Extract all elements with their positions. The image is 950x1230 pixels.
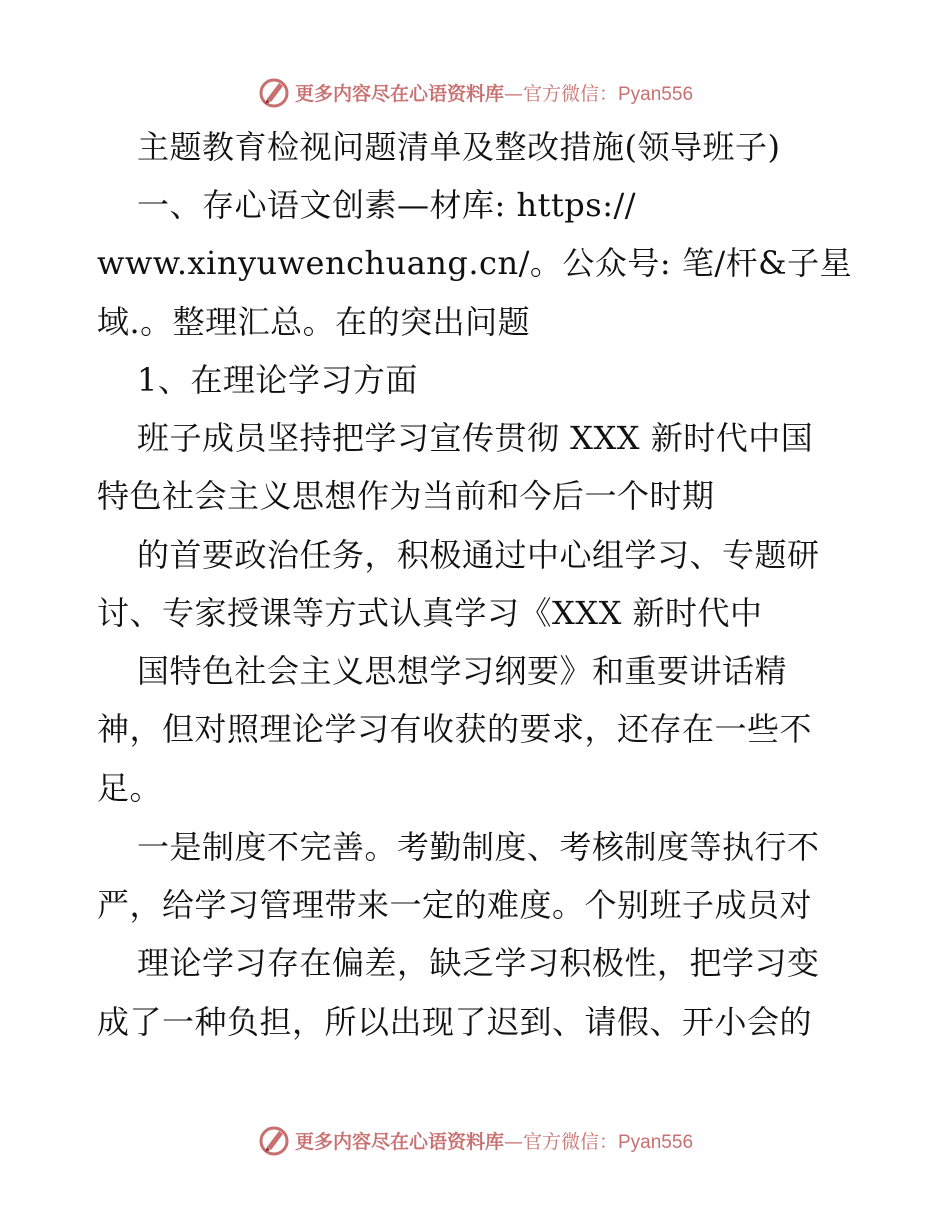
doc-line-6: 特色社会主义思想作为当前和今后一个时期 <box>97 477 715 515</box>
doc-line-8: 讨、专家授课等方式认真学习《XXX 新时代中 <box>97 594 763 632</box>
pen-logo-icon <box>257 75 291 109</box>
doc-line-9: 国特色社会主义思想学习纲要》和重要讲话精 <box>137 652 788 690</box>
watermark-wechat-id: Pyan556 <box>618 1131 694 1153</box>
doc-line-11: 足。 <box>97 769 163 807</box>
watermark-banner-top <box>0 72 950 112</box>
doc-line-7: 的首要政治任务，积极通过中心组学习、专题研 <box>137 536 820 574</box>
watermark-text <box>295 1127 693 1154</box>
doc-line-14: 理论学习存在偏差，缺乏学习积极性，把学习变 <box>137 944 820 982</box>
doc-line-10: 神，但对照理论学习有收获的要求，还存在一些不 <box>97 710 813 748</box>
watermark-site: 更多内容尽在心语资料库 <box>294 1130 504 1153</box>
watermark-separator: — <box>503 1130 523 1153</box>
doc-line-1: 一、存心语文创素—材库: https:// <box>137 186 637 224</box>
pen-logo-icon <box>257 1123 291 1157</box>
doc-line-13: 严，给学习管理带来一定的难度。个别班子成员对 <box>97 886 813 924</box>
watermark-label: 官方微信： <box>522 1130 618 1153</box>
doc-line-15: 成了一种负担，所以出现了迟到、请假、开小会的 <box>97 1003 813 1041</box>
watermark-separator: — <box>503 82 523 105</box>
watermark-site: 更多内容尽在心语资料库 <box>294 82 504 105</box>
watermark-banner-bottom <box>0 1120 950 1160</box>
doc-line-5: 班子成员坚持把学习宣传贯彻 XXX 新时代中国 <box>137 419 814 457</box>
doc-heading-theory: 1、在理论学习方面 <box>137 361 418 399</box>
watermark-text <box>295 79 693 106</box>
doc-line-3: 域.。整理汇总。在的突出问题 <box>97 303 531 341</box>
watermark-wechat-id: Pyan556 <box>618 83 694 105</box>
doc-line-2: www.xinyuwenchuang.cn/。公众号: 笔/杆&子星 <box>97 244 853 282</box>
doc-title: 主题教育检视问题清单及整改措施(领导班子) <box>137 128 781 166</box>
watermark-label: 官方微信： <box>522 82 618 105</box>
doc-line-12: 一是制度不完善。考勤制度、考核制度等执行不 <box>137 828 820 866</box>
